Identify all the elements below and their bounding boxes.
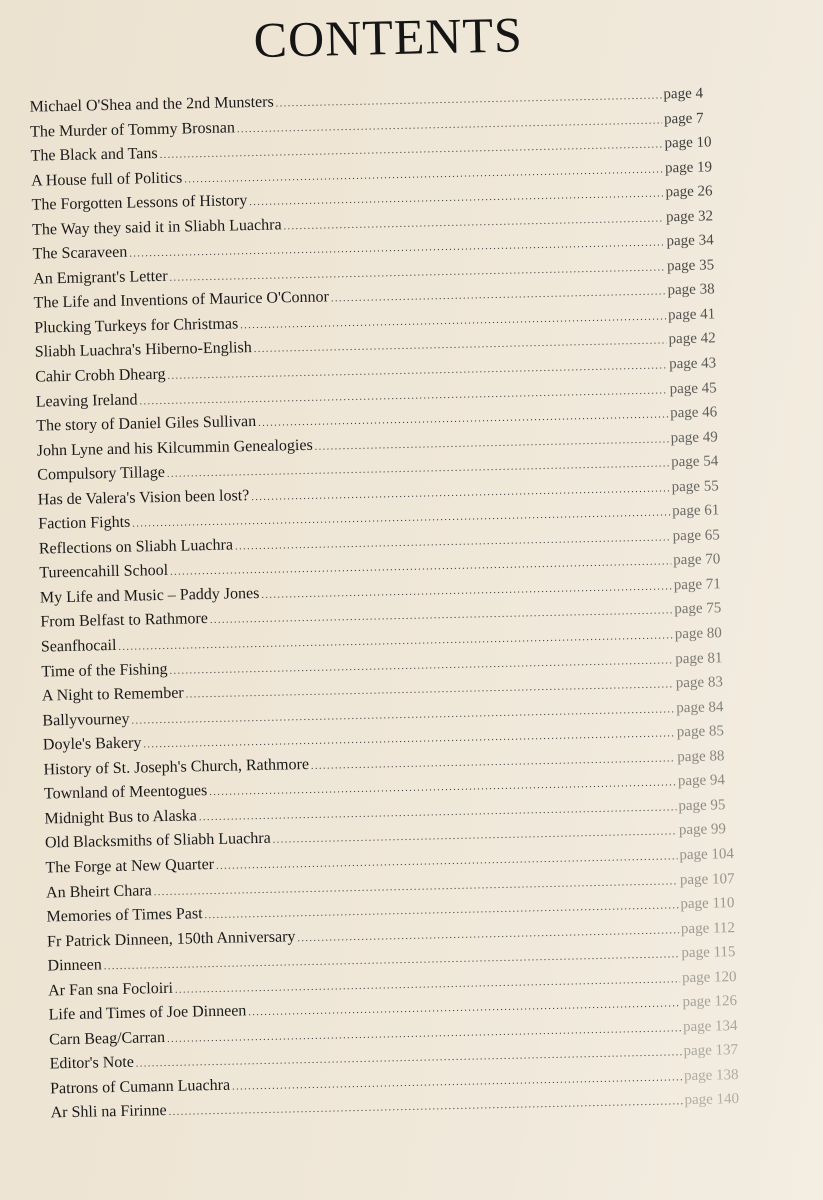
toc-entry-title: Ar Shli na Firinne [50,1102,167,1122]
toc-entry-title: Michael O'Shea and the 2nd Munsters [29,93,274,116]
toc-entry-title: Doyle's Bakery [42,734,142,754]
toc-entry-page: page 104 [679,846,735,864]
toc-entry-page: page 61 [672,502,720,520]
toc-entry-title: Memories of Times Past [46,905,203,926]
toc-entry-page: page 26 [665,183,713,201]
toc-entry-title: The Black and Tans [30,145,158,165]
toc-entry-page: page 54 [671,453,719,471]
toc-entry-page: page 126 [682,993,738,1011]
toc-entry-title: My Life and Music – Paddy Jones [39,584,260,607]
toc-entry-page: page 83 [675,674,724,692]
toc-entry-page: page 110 [680,895,735,913]
toc-entry-page: page 137 [683,1042,739,1060]
toc-entry-title: The Murder of Tommy Brosnan [29,118,236,141]
toc-entry-page: page 43 [668,355,717,373]
toc-entry-page: page 35 [666,257,715,275]
toc-entry-page: page 32 [665,208,714,226]
toc-entry-page: page 94 [677,772,726,790]
toc-entry-page: page 45 [669,379,717,397]
toc-entry-title: An Emigrant's Letter [33,267,168,288]
toc-entry-title: Faction Fights [38,513,131,533]
toc-entry-title: The Scaraveen [32,243,128,263]
toc-entry-title: Cahir Crobh Dhearg [35,365,166,386]
toc-entry-page: page 65 [672,527,720,545]
toc-entry-page: page 84 [676,698,724,716]
toc-entry-page: page 42 [668,330,716,348]
toc-entry-page: page 112 [680,919,736,937]
toc-entry-page: page 10 [664,134,712,152]
toc-entry-page: page 107 [679,870,735,888]
toc-entry-title: Sliabh Luachra's Hiberno-English [34,339,252,362]
toc-entry-title: Seanfhocail [40,636,117,656]
toc-entry-title: Compulsory Tillage [37,464,166,484]
toc-entry-title: Has de Valera's Vision been lost? [37,486,250,509]
toc-entry-title: Tureencahill School [39,562,169,582]
toc-entry-page: page 4 [663,85,704,103]
toc-entry-page: page 120 [681,968,737,986]
toc-entry-title: Carn Beag/Carran [48,1028,166,1049]
toc-entry-page: page 85 [676,723,725,741]
table-of-contents [29,80,780,1126]
page-title: CONTENTS [253,6,524,68]
toc-entry-title: Ballyvourney [42,710,130,730]
toc-entry-title: A House full of Politics [30,169,183,190]
toc-entry-title: Midnight Bus to Alaska [44,807,198,828]
toc-entry-title: History of St. Joseph's Church, Rathmore [43,755,310,779]
toc-entry-title: Life and Times of Joe Dinneen [48,1002,247,1024]
toc-entry-title: Old Blacksmiths of Sliabh Luachra [44,830,271,852]
toc-entry-page: page 38 [667,281,715,299]
toc-entry-title: Dinneen [47,956,102,975]
toc-entry-page: page 46 [669,404,718,422]
toc-entry-page: page 19 [664,159,713,176]
toc-entry-title: The Forgotten Lessons of History [31,192,248,214]
toc-entry-page: page 99 [678,821,727,839]
toc-entry-page: page 55 [671,478,719,496]
toc-entry-page: page 41 [667,306,716,324]
toc-entry-page: page 49 [670,428,718,446]
toc-entry-title: Leaving Ireland [35,391,138,411]
toc-entry-page: page 7 [663,110,704,127]
toc-entry-page: page 75 [674,600,722,618]
toc-entry-title: Ar Fan sna Focloiri [47,979,174,1000]
toc-entry-title: Reflections on Sliabh Luachra [38,536,234,558]
toc-entry-title: From Belfast to Rathmore [40,610,209,632]
toc-entry-title: The Forge at New Quarter [45,855,215,877]
toc-entry-page: page 71 [673,576,721,594]
toc-entry-title: A Night to Remember [41,684,184,705]
toc-entry-page: page 115 [681,944,736,962]
toc-entry-page: page 95 [678,797,726,815]
toc-entry-page: page 80 [674,625,723,643]
toc-entry-title: The Way they said it in Sliabh Luachra [31,216,282,239]
toc-entry-title: Time of the Fishing [41,660,168,681]
toc-entry-title: The Life and Inventions of Maurice O'Connor [33,288,330,312]
toc-entry-title: Patrons of Cumann Luachra [49,1076,231,1098]
toc-entry-title: Townland of Meentogues [43,782,208,803]
toc-entry-page: page 140 [684,1091,740,1109]
toc-entry-title: Fr Patrick Dinneen, 150th Anniversary [46,927,296,951]
toc-entry-page: page 138 [683,1066,739,1085]
toc-entry-page: page 70 [673,551,721,569]
toc-entry-title: John Lyne and his Kilcummin Genealogies [36,436,313,460]
toc-entry-title: The story of Daniel Giles Sullivan [36,413,257,435]
toc-entry-title: Plucking Turkeys for Christmas [34,315,239,337]
toc-entry-title: Editor's Note [49,1054,135,1073]
toc-entry-page: page 88 [677,748,725,765]
toc-entry-page: page 81 [675,649,723,667]
toc-entry-title: An Bheirt Chara [45,881,152,901]
toc-entry-page: page 134 [682,1017,738,1035]
toc-entry-page: page 34 [666,232,714,250]
